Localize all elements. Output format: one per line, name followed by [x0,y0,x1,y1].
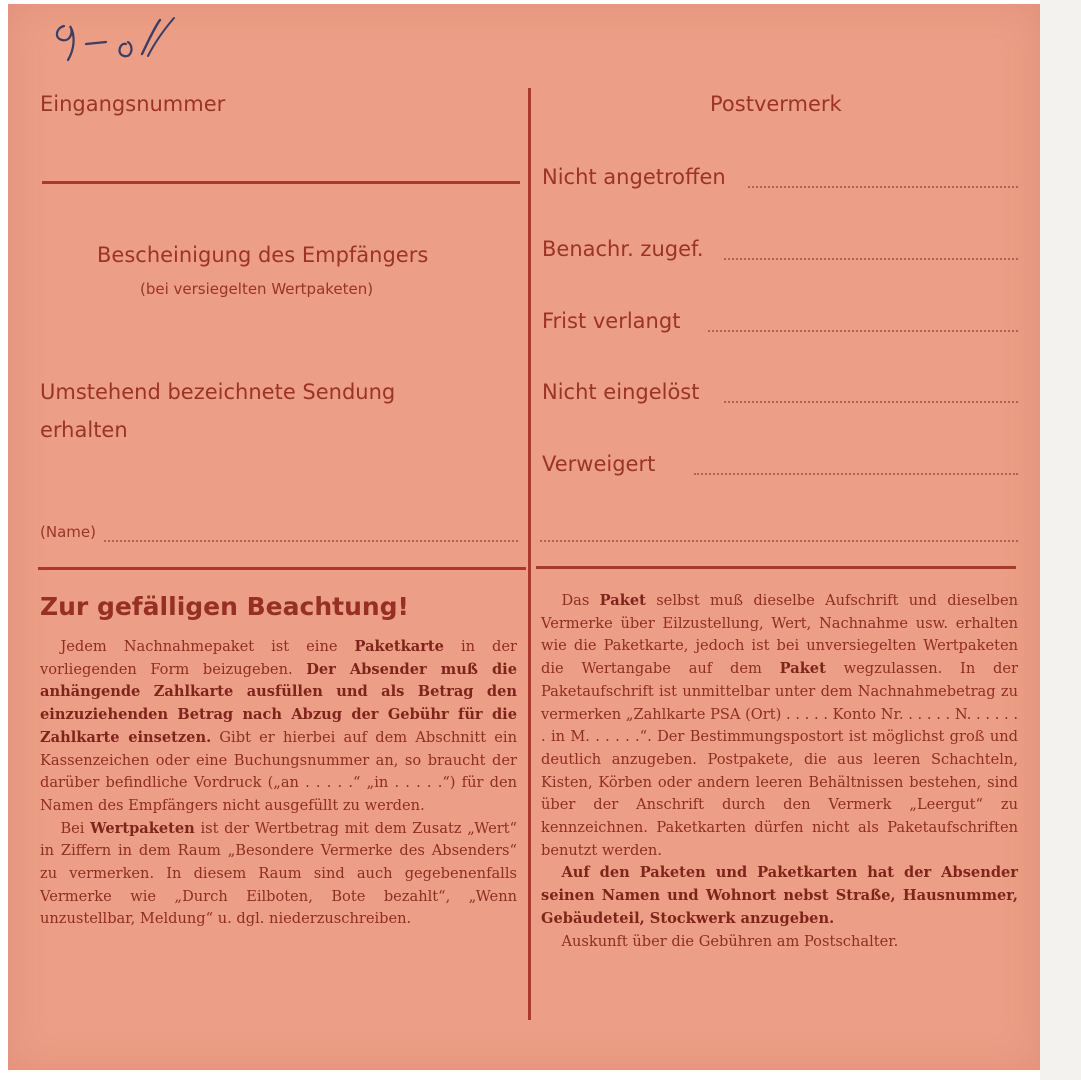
postvermerk-line-1 [724,258,1018,260]
text-run: Bei [60,819,91,837]
text-run: Das [561,592,600,609]
notice-left-column [40,636,517,931]
postvermerk-line-3 [724,401,1018,403]
bold-text-run: Paket [599,592,646,609]
name-line [104,540,518,542]
sendung-text-line1: Umstehend bezeichnete Sendung [40,380,396,404]
text-run: selbst muß dieselbe Aufschrift und dieselben Vermerke über Eilzustellung, Wert, Nachnahme usw. erhalten wie die Paketkarte, jedoch ist bei unversiegelten Wertpaketen die Wertangabe auf dem [541,592,1019,678]
text-run: Auskunft über die Gebühren am Postschalter. [561,932,899,950]
postvermerk-line-4 [694,473,1018,475]
postvermerk-item-verweigert: Verweigert [542,452,656,476]
name-label: (Name) [40,523,96,541]
postvermerk-line-5 [540,540,1018,542]
section-divider-left [38,567,526,570]
bold-text-run: Auf den Paketen und Paketkarten hat der Absender seinen Namen und Wohnort nebst Straße, Hausnummer, Gebäudeteil, Stockwerk anzugeben. [541,864,1018,927]
eingangsnummer-label: Eingangsnummer [40,92,226,116]
notice-heading: Zur gefälligen Beachtung! [40,592,409,621]
text-run: ist der Wertbetrag mit dem Zusatz „Wert“ in Ziffern in dem Raum „Besondere Vermerke des Absenders“ zu vermerken. In diesem Raum sind auch gegebenenfalls Vermerke wie „Durch Eilboten, Bote bezahlt“, „Wenn unzustellbar, Meldung“ u. dgl. niederzuschreiben. [40,819,518,928]
notice-right-paragraph-1 [541,590,1018,862]
bescheinigung-subtitle: (bei versiegelten Wertpaketen) [140,280,374,298]
text-run: in der vorliegenden Form beizugeben. [40,638,517,678]
postvermerk-line-2 [708,330,1018,332]
notice-right-paragraph-3 [541,931,1018,954]
bold-text-run: Der Absender muß die anhängende Zahlkarte ausfüllen und als Betrag den einzuziehenden Betrag nach Abzug der Gebühr für die Zahlkarte einsetzen. [40,660,517,746]
section-divider-right [536,566,1016,569]
bescheinigung-title: Bescheinigung des Empfängers [97,243,429,267]
notice-left-paragraph-1 [40,636,517,818]
eingang-underline [42,181,520,184]
vertical-divider [528,88,531,1020]
bold-text-run: Wertpaketen [90,819,195,837]
handwritten-note [50,14,190,70]
scan-background [1040,0,1081,1080]
postvermerk-title: Postvermerk [710,92,842,116]
postvermerk-item-benachr: Benachr. zugef. [542,237,704,261]
notice-right-paragraph-2 [541,862,1018,930]
bold-text-run: Paket [779,660,826,678]
text-run: Gibt er hierbei auf dem Abschnitt ein Kassenzeichen oder eine Buchungsnummer an, so braucht der darüber befindliche Vordruck („an . . . . .“ „in . . . . .“) für den Namen des Empfängers nicht ausgefüllt zu werden. [40,728,518,814]
notice-right-column [541,590,1018,953]
bold-text-run: Paketkarte [354,638,444,655]
notice-left-paragraph-2 [40,818,517,932]
postvermerk-item-nicht-angetroffen: Nicht angetroffen [542,165,726,189]
postvermerk-item-frist: Frist verlangt [542,309,681,333]
text-run: wegzulassen. In der Paketaufschrift ist unmittelbar unter dem Nachnahmebetrag zu vermerken „Zahlkarte PSA (Ort) . . . . . Konto Nr. . . . . . N. . . . . . . in M. . . . . .“. Der Bestimmungspostort ist möglichst groß und deutlich anzugeben. Postpakete, die aus leeren Schachteln, Kisten, Körben oder andern leeren Behältnissen bestehen, sind über der Anschrift durch den Vermerk „Leergut“ zu kennzeichnen. Paketkarten dürfen nicht als Paketaufschriften benutzt werden. [541,660,1018,859]
text-run: Jedem Nachnahmepaket ist eine [60,638,355,655]
postvermerk-item-nicht-eingeloest: Nicht eingelöst [542,380,700,404]
sendung-text-line2: erhalten [40,418,128,442]
postvermerk-line-0 [748,186,1018,188]
